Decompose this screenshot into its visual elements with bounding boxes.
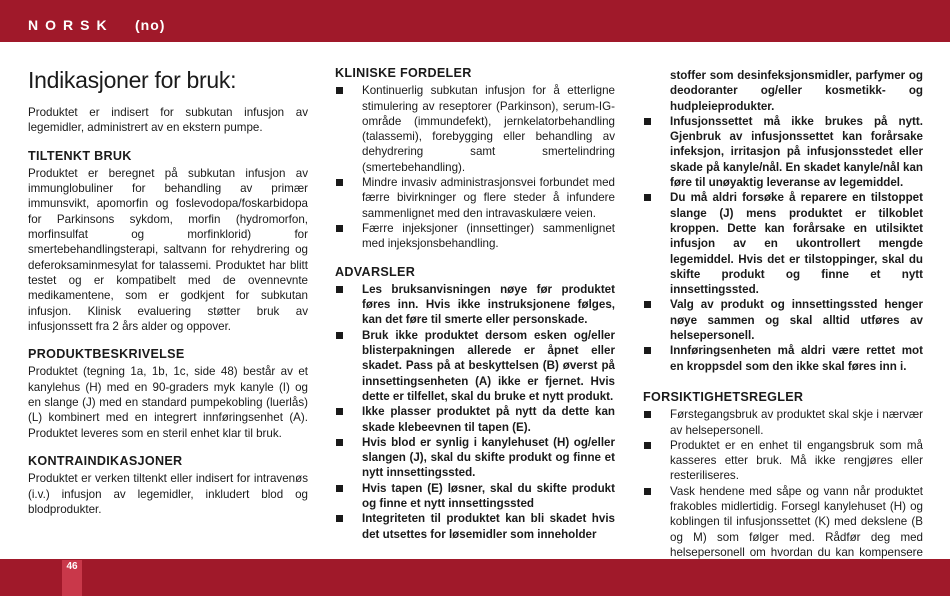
- list-item: Valg av produkt og innsettingssted henger nøye sammen og skal alltid utføres av helsepersonell.: [643, 297, 923, 343]
- forsiktighet-list: [643, 407, 923, 575]
- bullet-square-icon: [336, 225, 343, 232]
- list-item: Les bruksanvisningen nøye før produktet føres inn. Hvis ikke instruksjonene følges, kan det føre til smerte eller personskade.: [335, 282, 615, 328]
- bullet-square-icon: [336, 439, 343, 446]
- bullet-square-icon: [644, 411, 651, 418]
- bullet-square-icon: [644, 194, 651, 201]
- list-item: Førstegangsbruk av produktet skal skje i nærvær av helsepersonell.: [643, 407, 923, 438]
- kliniske-list: [335, 83, 615, 251]
- list-item: Integriteten til produktet kan bli skadet hvis det utsettes for løsemidler som inneholder: [335, 511, 615, 542]
- kliniske-heading: KLINISKE FORDELER: [335, 66, 472, 80]
- kontra-text: Produktet er verken tiltenkt eller indisert for intravenøs (i.v.) infusjon av legemidler, inkludert blod og blodprodukter.: [28, 472, 308, 516]
- header-bar: [0, 0, 950, 42]
- list-item: Kontinuerlig subkutan infusjon for å etterligne stimulering av reseptorer (Parkinson), serum-IG-område (immundefekt), jernkelatorbehandling (talassemi), forebygging eller behandling av dehydrering samt smertelindring (smertebehandling).: [335, 83, 615, 175]
- list-item: Infusjonssettet må ikke brukes på nytt. Gjenbruk av infusjonssettet kan forårsake infeksjon, irritasjon på infusjonsstedet eller skade på kanyle/nål. En skadet kanyle/nål kan føre til unøyaktig leveranse av legemiddel.: [643, 114, 923, 190]
- list-item: Færre injeksjoner (innsettinger) sammenlignet med injeksjonsbehandling.: [335, 221, 615, 252]
- advarsler-heading: ADVARSLER: [335, 264, 416, 279]
- list-item: Innføringsenheten må aldri være rettet mot en kroppsdel som den ikke skal føres inn i.: [643, 343, 923, 374]
- footer-bar: [0, 559, 950, 596]
- advarsler-continued-list: [643, 68, 923, 374]
- beskrivelse-text: Produktet (tegning 1a, 1b, 1c, side 48) består av et kanylehus (H) med en 90-graders myk kanyle (I) og en slange (J) med en standard pumpekobling (luerlås) (L) kombinert med en integrert innføringsenhet (A). Produktet leveres som en steril enhet klar til bruk.: [28, 365, 308, 440]
- tiltenkt-heading: TILTENKT BRUK: [28, 148, 132, 163]
- bullet-square-icon: [644, 301, 651, 308]
- advarsler-list: [335, 282, 615, 542]
- list-item: Bruk ikke produktet dersom esken og/eller blisterpakningen allerede er åpnet eller skadet. Pass på at beskyttelsen (B) øverst på innsettingsenheten (A) ikke er fjernet. Hvis dette er tilfellet, skal du bruke et nytt produkt.: [335, 328, 615, 404]
- beskrivelse-heading: PRODUKTBESKRIVELSE: [28, 347, 185, 362]
- bullet-square-icon: [336, 286, 343, 293]
- list-item: Hvis blod er synlig i kanylehuset (H) og/eller slangen (J), skal du skifte produkt og finne et nytt innsettingssted.: [335, 435, 615, 481]
- list-item: Du må aldri forsøke å reparere en tilstoppet slange (J) mens produktet er tilkoblet kroppen. Dette kan forårsake en utilsiktet infusjon av en ukontrollert mengde legemiddel. Hvis det er tilstoppinger, skal du skifte produkt og finne et nytt innsettingssted.: [643, 190, 923, 297]
- intro-text: Produktet er indisert for subkutan infusjon av legemidler, administrert av en ekstern pumpe.: [28, 106, 308, 135]
- list-item: Hvis tapen (E) løsner, skal du skifte produkt og finne et nytt innsettingssted: [335, 481, 615, 512]
- bullet-square-icon: [336, 515, 343, 522]
- language-code: (no): [135, 17, 166, 33]
- page-title: Indikasjoner for bruk:: [28, 67, 237, 93]
- column-1: [28, 66, 308, 517]
- list-item: Ikke plasser produktet på nytt da dette kan skade klebeevnen til tapen (E).: [335, 404, 615, 435]
- bullet-square-icon: [336, 485, 343, 492]
- tiltenkt-text: Produktet er beregnet på subkutan infusjon av immunglobuliner for behandling av primær immunsvikt, apomorfin og foslevodopa/foskarbidopa for Parkinsons sykdom, morfin (hydromorfon, morfinsulfat og morfinklorid) for smertebehandlingsterapi, saltvann for rehydrering og deferoksaminmesylat for talassemi. Produktet har blitt testet og er kompatibelt med de ovennevnte medikamentene, som er godkjent for subkutan infusjon. Klinisk evaluering støtter bruk av infusjonssett fra 2 års alder og oppover.: [28, 166, 308, 333]
- list-item: Produktet er en enhet til engangsbruk som må kasseres etter bruk. Må ikke rengjøres eller resteriliseres.: [643, 438, 923, 484]
- list-item: Mindre invasiv administrasjonsvei forbundet med færre bivirkninger og flere steder å infundere sammenlignet med den intravaskulære veien.: [335, 175, 615, 221]
- list-item: Vask hendene med såpe og vann når produktet frakobles midlertidig. Forsegl kanylehuset (H) og koblingen til infusjonssettet (K) med dekslene (B og M) som følger med. Rådfør deg med helsepersonell om hvordan du kan kompensere: [643, 484, 923, 576]
- column-3: [643, 68, 923, 576]
- bullet-square-icon: [644, 442, 651, 449]
- bullet-square-icon: [336, 87, 343, 94]
- bullet-square-icon: [644, 347, 651, 354]
- kontra-heading: KONTRAINDIKASJONER: [28, 453, 183, 468]
- bullet-square-icon: [644, 488, 651, 495]
- bullet-square-icon: [336, 332, 343, 339]
- list-item-continuation: stoffer som desinfeksjonsmidler, parfymer og deodoranter og/eller kosmetikk- og hudpleieprodukter.: [670, 69, 923, 113]
- page-number: 46: [62, 560, 82, 596]
- forsiktighet-heading: FORSIKTIGHETSREGLER: [643, 389, 804, 404]
- bullet-square-icon: [336, 408, 343, 415]
- bullet-square-icon: [644, 118, 651, 125]
- bullet-square-icon: [336, 179, 343, 186]
- column-2: [335, 66, 615, 542]
- language-label: NORSK: [28, 17, 114, 33]
